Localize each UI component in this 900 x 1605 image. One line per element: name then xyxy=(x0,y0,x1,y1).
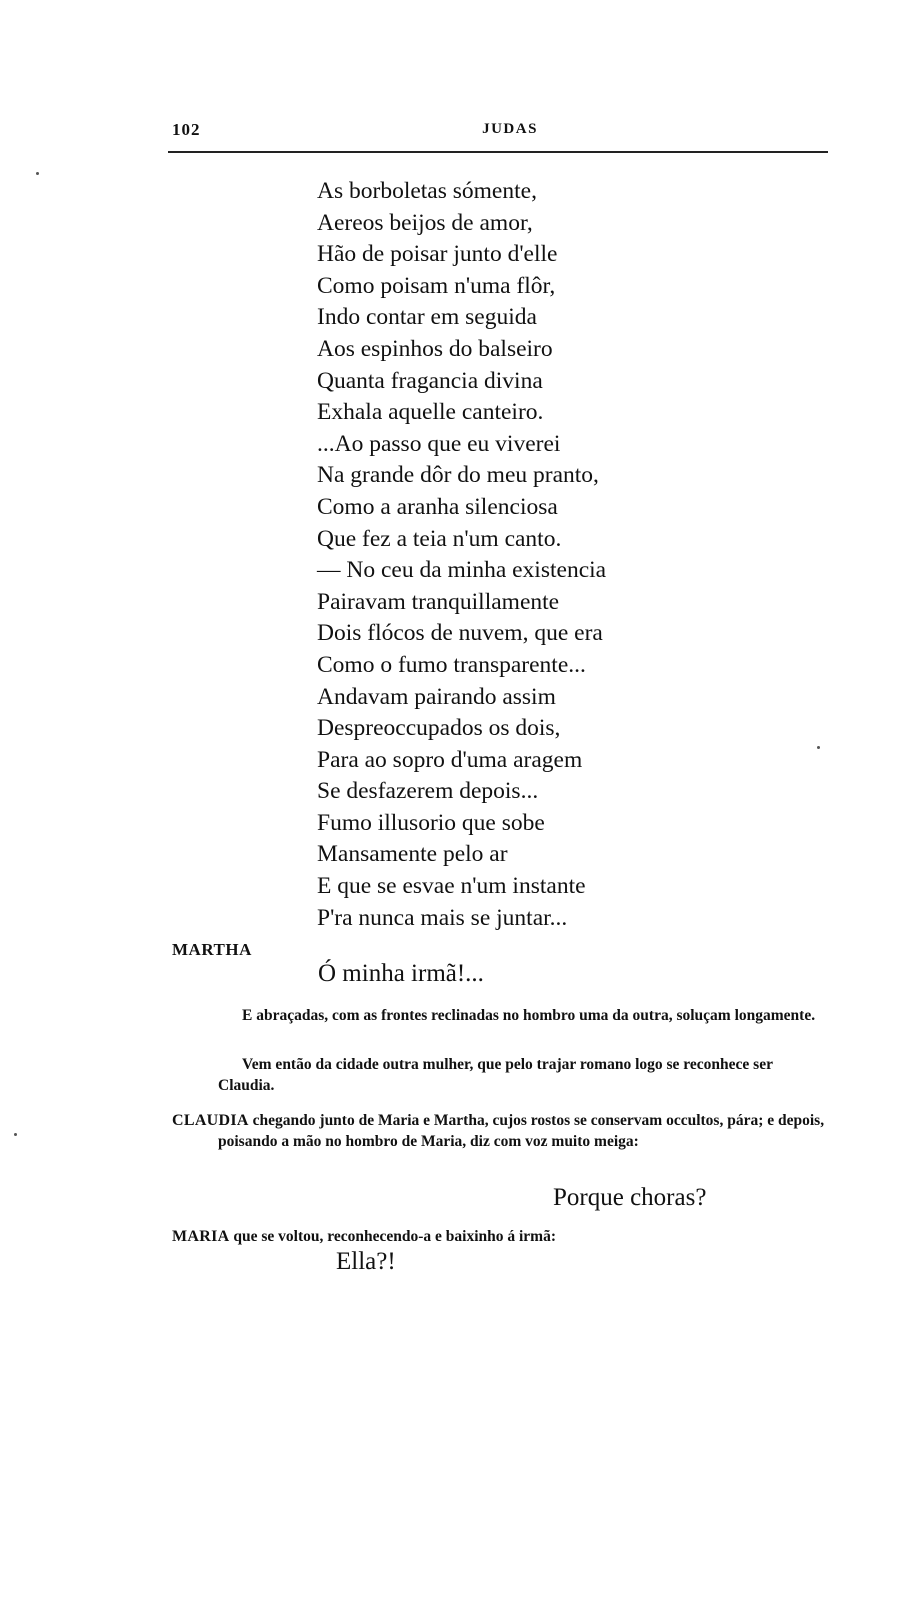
martha-line: Ó minha irmã!... xyxy=(318,960,484,987)
poem-line: Andavam pairando assim xyxy=(317,683,556,710)
paper-speck xyxy=(14,1133,17,1136)
paper-speck xyxy=(36,172,39,175)
poem-line: Exhala aquelle canteiro. xyxy=(317,399,544,426)
poem-line: Como o fumo transparente... xyxy=(317,651,586,678)
poem-line: E que se esvae n'um instante xyxy=(317,873,586,900)
poem-line: Despreoccupados os dois, xyxy=(317,715,561,742)
poem-line: Quanta fragancia divina xyxy=(317,367,543,394)
page-header xyxy=(172,120,828,150)
speaker-martha: MARTHA xyxy=(172,940,252,959)
poem-line: Se desfazerem depois... xyxy=(317,778,539,805)
poem-line: P'ra nunca mais se juntar... xyxy=(317,904,568,931)
header-rule xyxy=(168,151,828,153)
claudia-direction: chegando junto de Maria e Martha, cujos rostos se conservam occultos, pára; e depois, poisando a mão no hombro de Maria, diz com voz muito meiga: xyxy=(218,1112,825,1150)
poem-line: Que fez a teia n'um canto. xyxy=(317,525,562,552)
poem-line: Indo contar em seguida xyxy=(317,304,537,331)
paper-speck xyxy=(817,746,820,749)
poem-line: ...Ao passo que eu viverei xyxy=(317,430,561,457)
poem-line: Para ao sopro d'uma aragem xyxy=(317,746,583,773)
claudia-line: Porque choras? xyxy=(553,1184,707,1211)
page-number: 102 xyxy=(172,120,201,139)
poem-line: Aereos beijos de amor, xyxy=(317,209,533,236)
running-title: JUDAS xyxy=(482,121,538,137)
speaker-claudia: CLAUDIA xyxy=(172,1112,249,1129)
claudia-entry xyxy=(172,1110,832,1152)
poem-line: Fumo illusorio que sobe xyxy=(317,809,545,836)
maria-line: Ella?! xyxy=(336,1248,396,1275)
poem-stanza xyxy=(317,176,817,934)
poem-line: As borboletas sómente, xyxy=(317,178,537,204)
stage-direction-claudia-arrives: Vem então da cidade outra mulher, que pelo trajar romano logo se reconhece ser Claudia. xyxy=(218,1056,773,1094)
poem-line: Como poisam n'uma flôr, xyxy=(317,272,556,299)
poem-line: — No ceu da minha existencia xyxy=(317,557,607,584)
stage-direction-embrace: E abraçadas, com as frontes reclinadas no hombro uma da outra, soluçam longamente. xyxy=(242,1007,816,1024)
poem-line: Na grande dôr do meu pranto, xyxy=(317,462,599,489)
speaker-maria: MARIA xyxy=(172,1228,230,1245)
poem-line: Pairavam tranquillamente xyxy=(317,588,560,615)
maria-entry xyxy=(172,1226,832,1247)
poem-line: Aos espinhos do balseiro xyxy=(317,335,553,362)
maria-direction: que se voltou, reconhecendo-a e baixinho á irmã: xyxy=(233,1228,556,1245)
poem-line: Dois flócos de nuvem, que era xyxy=(317,620,603,647)
poem-line: Como a aranha silenciosa xyxy=(317,493,558,520)
poem-line: Mansamente pelo ar xyxy=(317,841,508,868)
poem-line: Hão de poisar junto d'elle xyxy=(317,241,558,268)
